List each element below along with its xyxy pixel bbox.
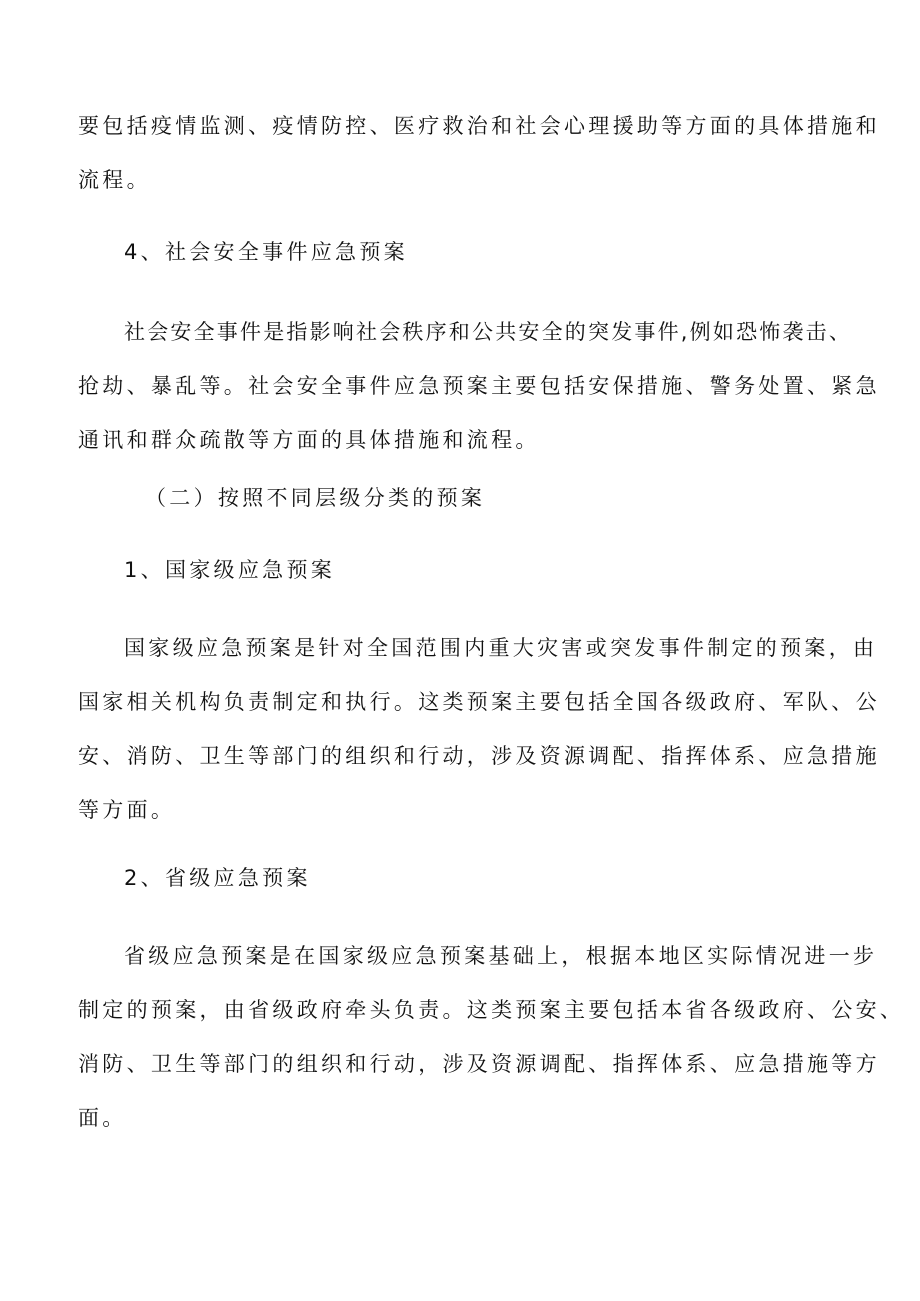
paragraph-line: 国家级应急预案是针对全国范围内重大灾害或突发事件制定的预案，由 xyxy=(124,636,878,660)
paragraph-line: 消防、卫生等部门的组织和行动，涉及资源调配、指挥体系、应急措施等方 xyxy=(78,1052,880,1076)
paragraph-line: 制定的预案，由省级政府牵头负责。这类预案主要包括本省各级政府、公安、 xyxy=(78,998,905,1022)
section-heading: （二）按照不同层级分类的预案 xyxy=(145,486,486,510)
paragraph-line: 安、消防、卫生等部门的组织和行动，涉及资源调配、指挥体系、应急措施 xyxy=(78,744,880,768)
paragraph-line: 省级应急预案是在国家级应急预案基础上，根据本地区实际情况进一步 xyxy=(124,944,878,968)
paragraph-line: 面。 xyxy=(78,1106,127,1130)
section-heading: 2、省级应急预案 xyxy=(124,866,311,890)
section-heading: 1、国家级应急预案 xyxy=(124,558,336,582)
section-heading: 4、社会安全事件应急预案 xyxy=(124,240,408,264)
paragraph-line: 通讯和群众疏散等方面的具体措施和流程。 xyxy=(78,428,540,452)
paragraph-line: 国家相关机构负责制定和执行。这类预案主要包括全国各级政府、军队、公 xyxy=(78,690,880,714)
paragraph-line: 等方面。 xyxy=(78,798,176,822)
paragraph-line: 社会安全事件是指影响社会秩序和公共安全的突发事件,例如恐怖袭击、 xyxy=(124,320,853,344)
paragraph-line: 流程。 xyxy=(78,168,151,192)
paragraph-line: 要包括疫情监测、疫情防控、医疗救治和社会心理援助等方面的具体措施和 xyxy=(78,114,880,138)
paragraph-line: 抢劫、暴乱等。社会安全事件应急预案主要包括安保措施、警务处置、紧急 xyxy=(78,374,880,398)
